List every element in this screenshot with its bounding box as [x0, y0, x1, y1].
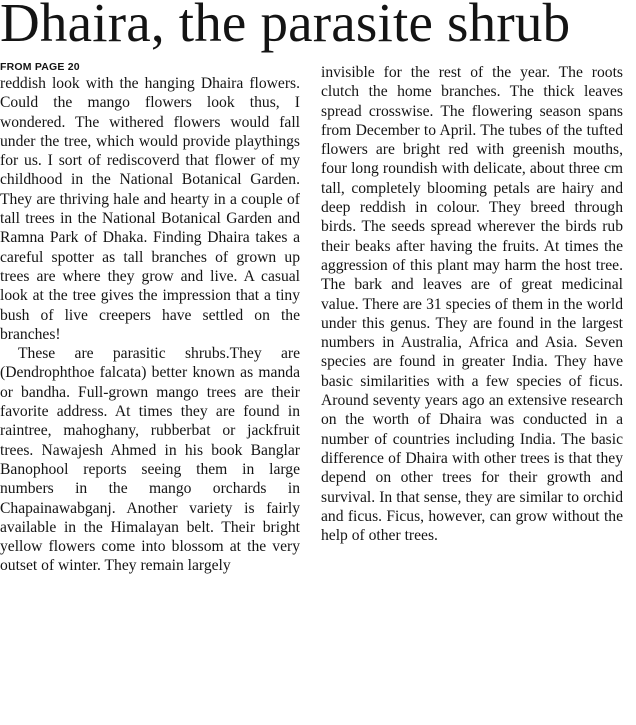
headline: Dhaira, the parasite shrub: [0, 0, 571, 53]
paragraph: reddish look with the hanging Dhaira flowers. Could the mango flowers look thus, I wondered. The withered flowers would fall under the tree, which would provide playthings for us. I sort of rediscoverd that flower of my childhood in the National Botanical Garden. They are thriving hale and hearty in a couple of tall trees in the National Botanical Garden and Ramna Park of Dhaka. Finding Dhaira takes a careful spotter as tall branches of grown up trees are where they grow and live. A casual look at the tree gives the impression that a tiny bush of live creepers have settled on the branches!: [0, 75, 300, 343]
paragraph: These are parasitic shrubs.They are (Dendrophthoe falcata) better known as manda or bandha. Full-grown mango trees are their favorite address. At times they are found in raintree, mahoghany, rubberbat or jackfruit trees. Nawajesh Ahmed in his book Banglar Banophool reports seeing them in large numbers in the mango orchards in Chapainawabganj. Another variety is fairly available in the Himalayan belt. Their bright yellow flowers come into blossom at the very outset of winter. They remain largely: [0, 345, 300, 575]
left-column: [0, 61, 300, 576]
continued-from-label: FROM PAGE 20: [0, 61, 80, 73]
right-column: [321, 63, 623, 545]
paragraph: invisible for the rest of the year. The roots clutch the home branches. The thick leaves spread crosswise. The flowering season spans from December to April. The tubes of the tufted flowers are bright red with greenish mouths, four long roundish with delicate, about three cm tall, completely blooming petals are hairy and deep reddish in colour. They breed through birds. The seeds spread wherever the birds rub their beaks after having the fruits. At times the aggression of this plant may harm the host tree. The bark and leaves are of great medicinal value. There are 31 species of them in the world under this genus. They are found in the largest numbers in Australia, Africa and Asia. Seven species are found in greater India. They have basic similarities with a few species of ficus. Around seventy years ago an extensive research on the worth of Dhaira was conducted in a number of countries including India. The basic difference of Dhaira with other trees is that they depend on other trees for their growth and survival. In that sense, they are similar to orchid and ficus. Ficus, however, can grow without the help of other trees.: [321, 64, 623, 545]
